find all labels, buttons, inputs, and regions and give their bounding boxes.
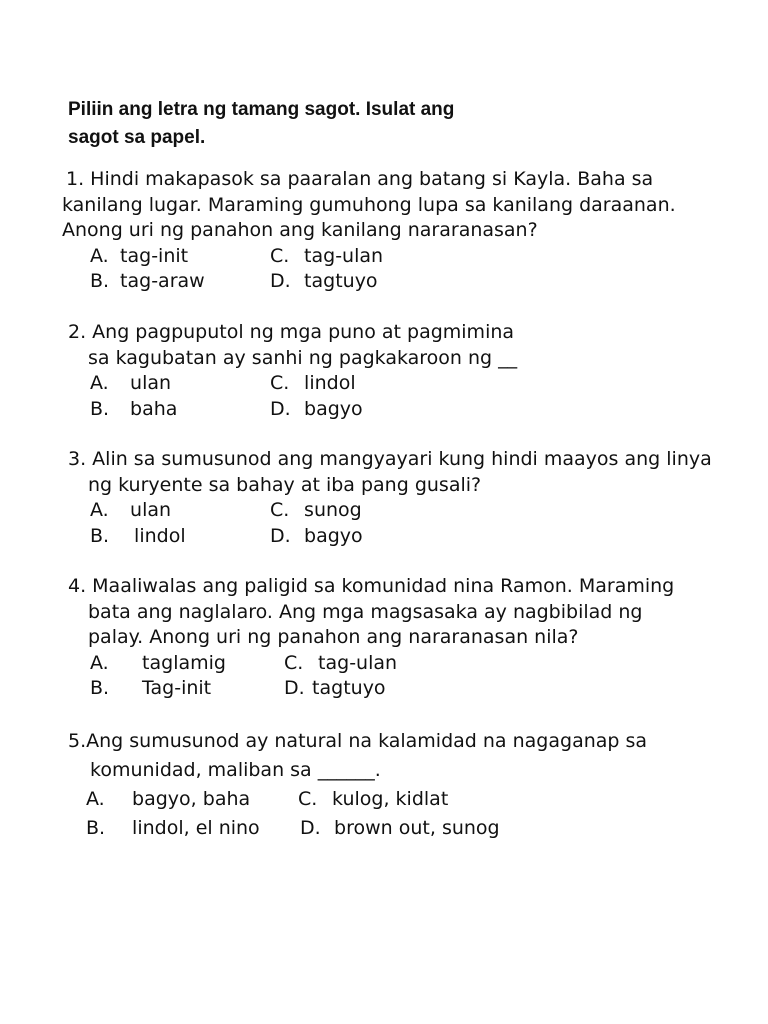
instructions-line: sagot sa papel.: [68, 127, 206, 148]
question-3: [68, 447, 712, 549]
question-text: 2. Ang pagpuputol ng mga puno at pagmimina: [68, 321, 515, 343]
option-a: A. taglamig: [90, 651, 226, 674]
question-text: ng kuryente sa bahay at iba pang gusali?: [88, 473, 482, 496]
option-c: C. tag-ulan: [284, 651, 398, 674]
options-row: [68, 371, 517, 397]
question-text: palay. Anong uri ng panahon ang nararanasan nila?: [88, 626, 579, 648]
question-text: 1. Hindi makapasok sa paaralan ang batang si Kayla. Baha sa: [66, 168, 654, 190]
options-row: [68, 397, 517, 423]
options-row: [68, 524, 712, 550]
option-b: B. lindol, el nino: [86, 817, 260, 839]
option-a: A. tag-init: [90, 244, 189, 267]
options-row: [68, 785, 647, 814]
option-a: A. ulan: [90, 499, 172, 521]
question-text: 5.Ang sumusunod ay natural na kalamidad na nagaganap sa: [68, 730, 648, 752]
options-row: [62, 269, 676, 295]
question-4: [68, 574, 674, 702]
instructions-line: Piliin ang letra ng tamang sagot. Isulat ang: [68, 99, 455, 120]
instructions: [68, 96, 538, 152]
question-text: 3. Alin sa sumusunod ang mangyayari kung hindi maayos ang linya: [68, 448, 712, 470]
option-d: D. bagyo: [270, 524, 363, 547]
option-c: C. tag-ulan: [270, 244, 384, 267]
option-b: B. tag-araw: [90, 270, 205, 292]
option-b: B. baha: [90, 397, 178, 420]
option-a: A. bagyo, baha: [86, 788, 251, 810]
option-c: C. sunog: [270, 499, 362, 521]
option-b: B. Tag-init: [90, 677, 212, 699]
question-1: [62, 167, 676, 295]
question-text: 4. Maaliwalas ang paligid sa komunidad nina Ramon. Maraming: [68, 575, 675, 597]
option-d: D. brown out, sunog: [300, 817, 500, 839]
options-row: [62, 244, 676, 270]
option-d: D. tagtuyo: [284, 677, 386, 699]
option-c: C. lindol: [270, 372, 356, 394]
question-text: sa kagubatan ay sanhi ng pagkakaroon ng __: [88, 346, 518, 369]
question-text: kanilang lugar. Maraming gumuhong lupa sa kanilang daraanan.: [62, 193, 676, 216]
option-d: D. bagyo: [270, 397, 363, 420]
option-b: B. lindol: [90, 524, 186, 547]
question-5: [68, 727, 647, 843]
question-text: Anong uri ng panahon ang kanilang nararanasan?: [62, 219, 538, 241]
options-row: [68, 498, 712, 524]
options-row: [68, 676, 674, 702]
option-c: C. kulog, kidlat: [298, 788, 449, 810]
options-row: [68, 814, 647, 843]
question-text: bata ang naglalaro. Ang mga magsasaka ay nagbibilad ng: [88, 600, 643, 623]
question-2: [68, 320, 517, 422]
options-row: [68, 651, 674, 677]
option-d: D. tagtuyo: [270, 270, 378, 292]
question-text: komunidad, maliban sa ______.: [90, 759, 381, 781]
option-a: A. ulan: [90, 372, 172, 394]
